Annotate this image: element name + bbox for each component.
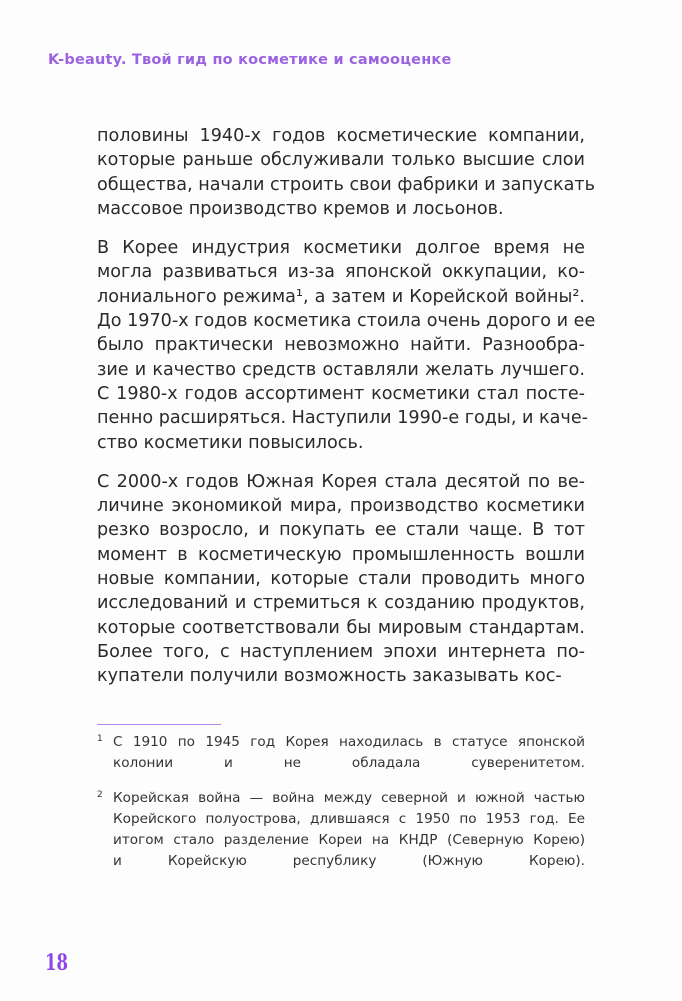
text-line: В Корее индустрия косметики долгое время не xyxy=(97,238,585,259)
footnote-number: 2 xyxy=(97,790,103,800)
text-line: резко возросло, и покупать ее стали чаще. В тот xyxy=(97,520,585,541)
footnotes xyxy=(97,732,585,886)
text-line: новые компании, которые стали проводить много xyxy=(97,569,585,590)
footnote-line: итогом стало разделение Кореи на КНДР (Северную Корею) xyxy=(113,832,585,848)
footnote-line: колонии и не обладала суверенитетом. xyxy=(113,755,585,771)
text-line: С 1980-х годов ассортимент косметики стал посте- xyxy=(97,383,585,404)
text-line: пенно расширяться. Наступили 1990-е годы, и каче- xyxy=(97,408,589,429)
footnote-line: и Корейскую республику (Южную Корею). xyxy=(113,853,585,869)
text-line: половины 1940-х годов косметические компании, xyxy=(97,126,585,146)
body-text xyxy=(97,124,596,704)
text-line: Более того, с наступлением эпохи интернета по- xyxy=(97,641,585,662)
text-line: могла развиваться из-за японской оккупации, ко- xyxy=(97,262,585,283)
text-line: До 1970-х годов косметика стоила очень дорого и ее xyxy=(97,311,596,332)
text-line: которые раньше обслуживали только высшие слои xyxy=(97,150,585,171)
text-line: момент в косметическую промышленность вошли xyxy=(97,544,585,565)
paragraph xyxy=(97,236,596,455)
footnote-line: Корейского полуострова, длившаяся с 1950 по 1953 год. Ее xyxy=(113,811,585,827)
running-title: K-beauty. Твой гид по косметике и самооценке xyxy=(48,52,452,68)
footnote-number: 1 xyxy=(97,734,103,744)
text-line: общества, начали строить свои фабрики и запускать xyxy=(97,174,596,195)
text-line: которые соответствовали бы мировым стандартам. xyxy=(97,617,585,638)
text-line: личине экономикой мира, производство косметики xyxy=(97,496,585,517)
footnote xyxy=(97,788,585,872)
footnote-line: Корейская война — война между северной и южной частью xyxy=(113,790,585,806)
footnote xyxy=(97,732,585,774)
text-line: купатели получили возможность заказывать кос- xyxy=(97,666,562,687)
text-line: ство косметики повысилось. xyxy=(97,432,364,453)
paragraph xyxy=(97,124,596,221)
text-line: С 2000-х годов Южная Корея стала десятой по ве- xyxy=(97,471,585,492)
footnote-line: С 1910 по 1945 год Корея находилась в статусе японской xyxy=(113,734,585,750)
text-line: зие и качество средств оставляли желать лучшего. xyxy=(97,359,585,380)
footnote-divider xyxy=(97,724,221,725)
text-line: было практически невозможно найти. Разнообра- xyxy=(97,335,585,356)
text-line: исследований и стремиться к созданию продуктов, xyxy=(97,593,585,614)
text-line: массовое производство кремов и лосьонов. xyxy=(97,198,504,219)
page-number: 18 xyxy=(45,950,68,976)
text-line: лониального режима¹, а затем и Корейской войны². xyxy=(97,286,585,307)
paragraph xyxy=(97,470,585,689)
